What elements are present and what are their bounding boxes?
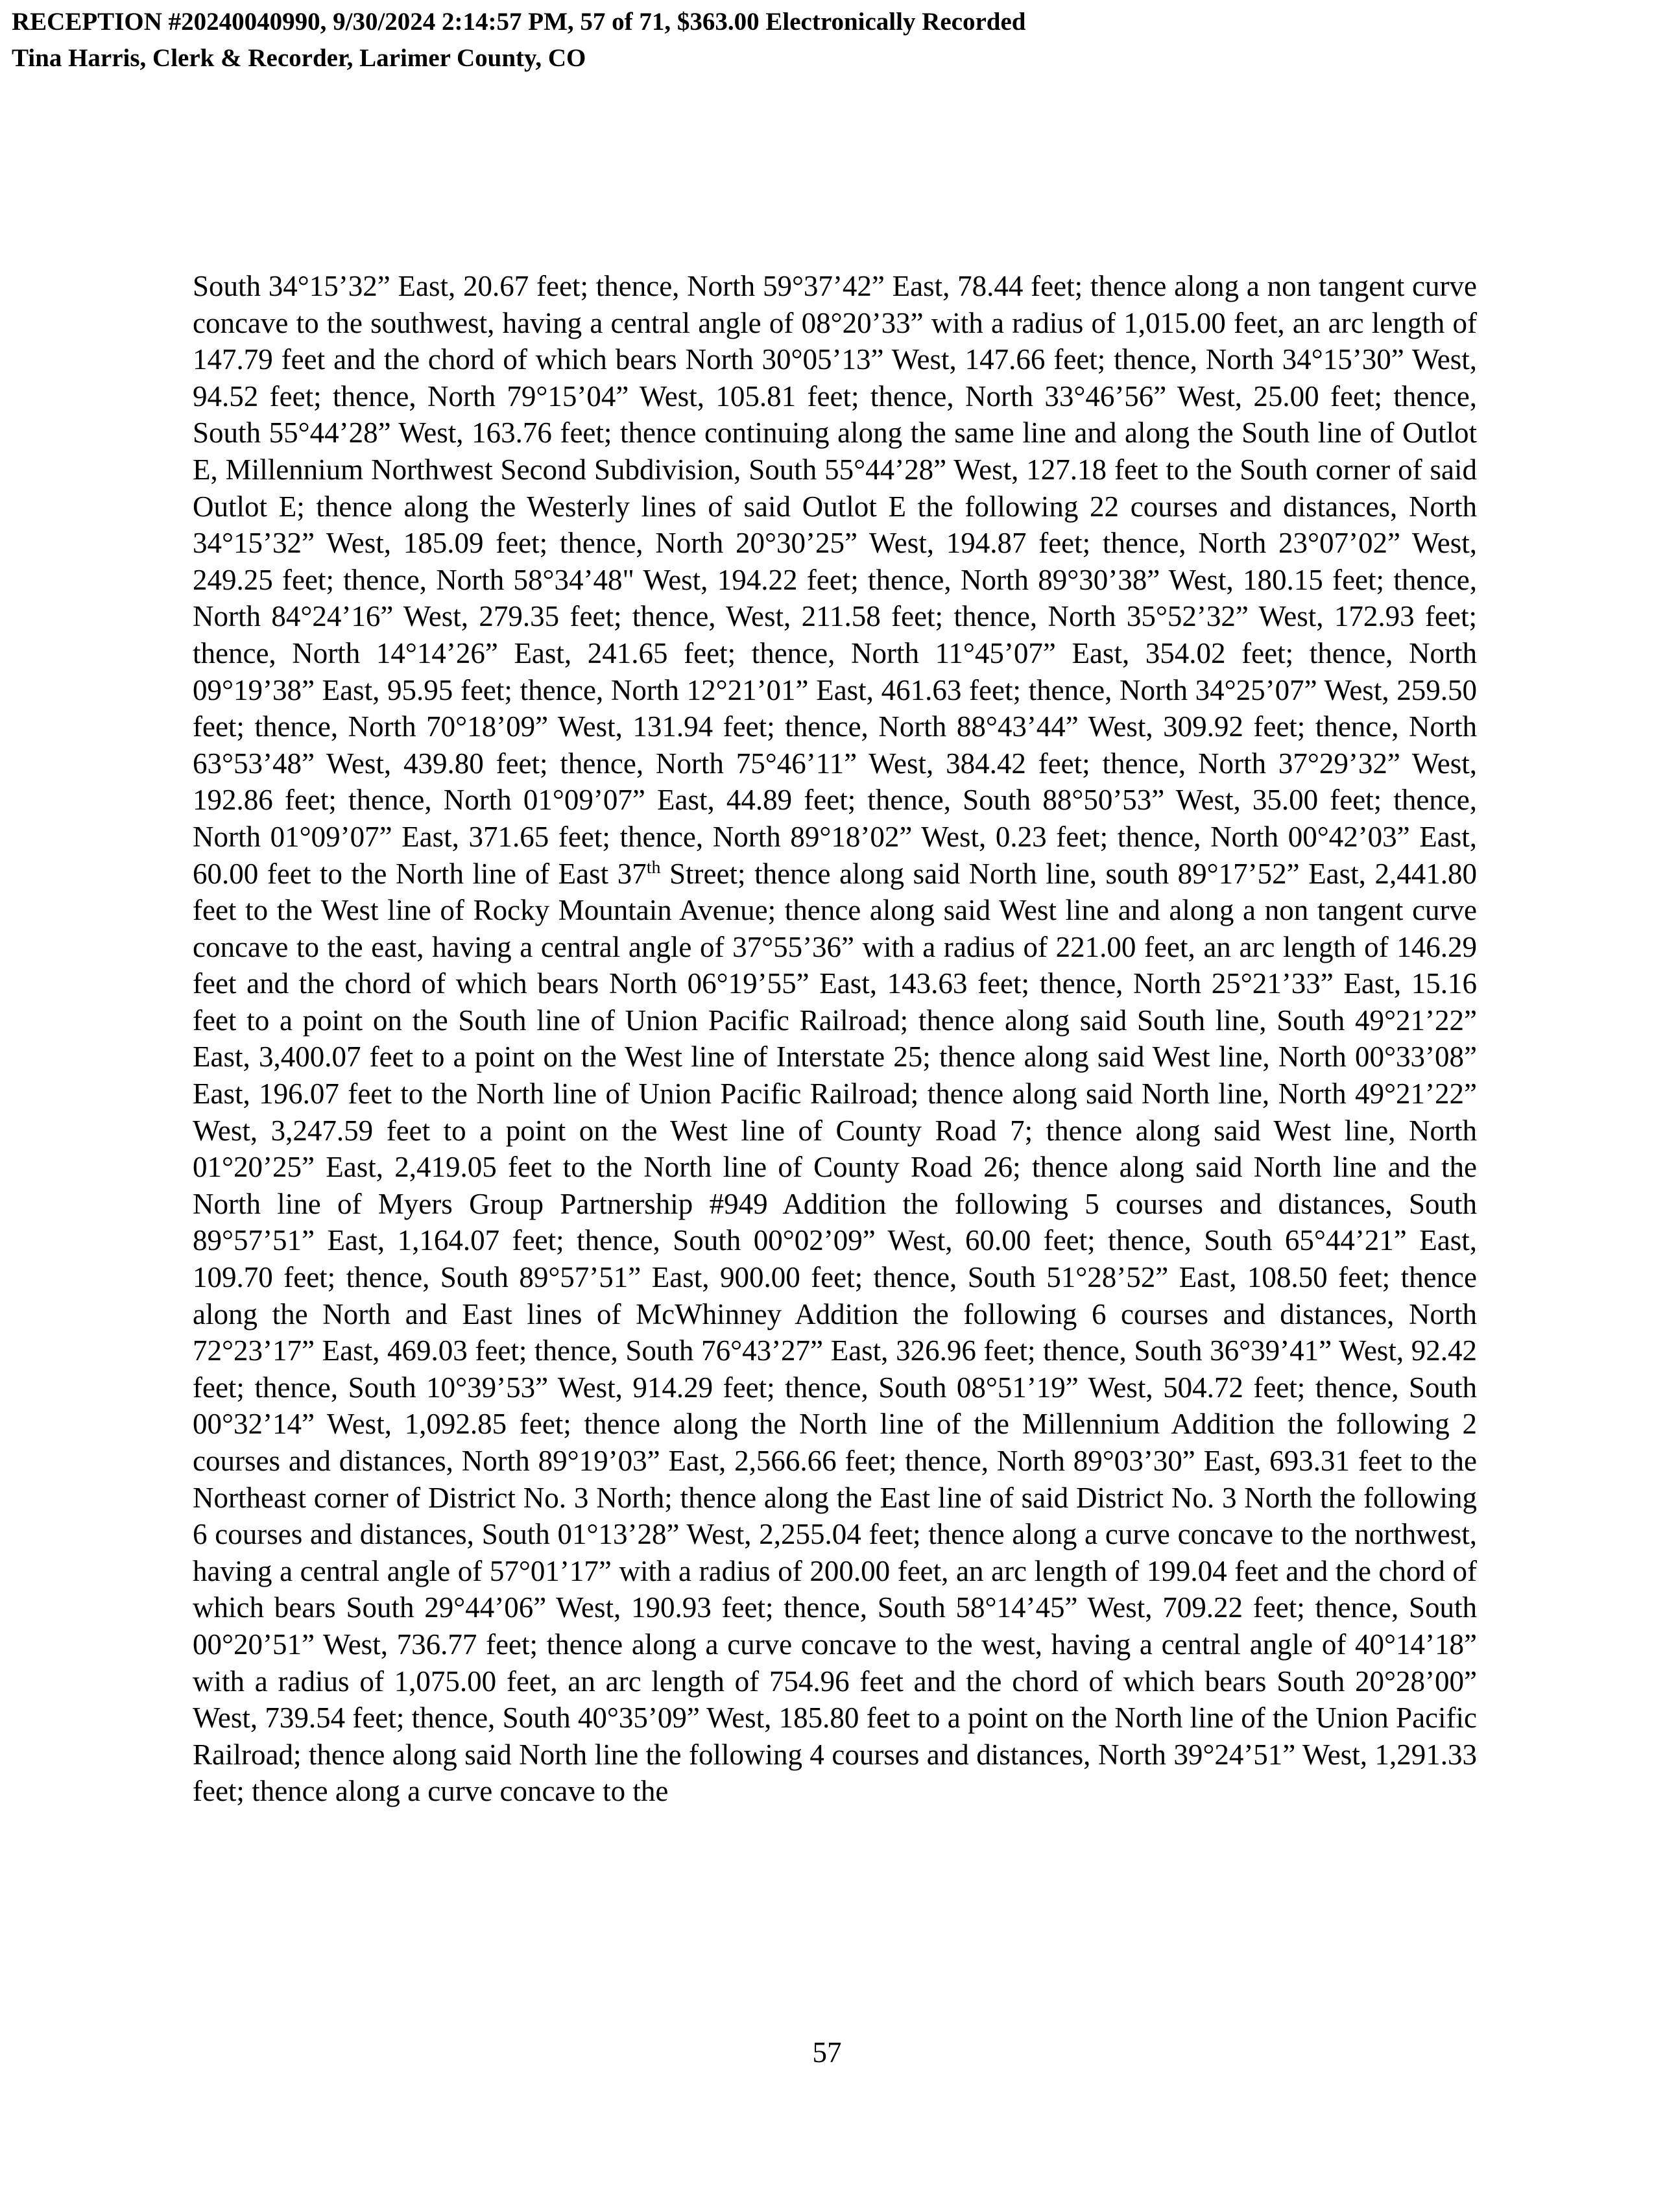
recording-header-line-1: RECEPTION #20240040990, 9/30/2024 2:14:57 PM, 57 of 71, $363.00 Electronically Recorded <box>12 8 1026 36</box>
recording-header-line-2: Tina Harris, Clerk & Recorder, Larimer County, CO <box>12 44 586 72</box>
legal-description-text-part-2: Street; thence along said North line, south 89°17’52” East, 2,441.80 feet to the West line of Rocky Mountain Avenue; thence along said West line and along a non tangent curve concave to the east, having a central angle of 37°55’36” with a radius of 221.00 feet, an arc length of 146.29 feet and the chord of which bears North 06°19’55” East, 143.63 feet; thence, North 25°21’33” East, 15.16 feet to a point on the South line of Union Pacific Railroad; thence along said South line, South 49°21’22” East, 3,400.07 feet to a point on the West line of Interstate 25; thence along said West line, North 00°33’08” East, 196.07 feet to the North line of Union Pacific Railroad; thence along said North line, North 49°21’22” West, 3,247.59 feet to a point on the West line of County Road 7; thence along said West line, North 01°20’25” East, 2,419.05 feet to the North line of County Road 26; thence along said North line and the North line of Myers Group Partnership #949 Addition the following 5 courses and distances, South 89°57’51” East, 1,164.07 feet; thence, South 00°02’09” West, 60.00 feet; thence, South 65°44’21” East, 109.70 feet; thence, South 89°57’51” East, 900.00 feet; thence, South 51°28’52” East, 108.50 feet; thence along the North and East lines of McWhinney Addition the following 6 courses and distances, North 72°23’17” East, 469.03 feet; thence, South 76°43’27” East, 326.96 feet; thence, South 36°39’41” West, 92.42 feet; thence, South 10°39’53” West, 914.29 feet; thence, South 08°51’19” West, 504.72 feet; thence, South 00°32’14” West, 1,092.85 feet; thence along the North line of the Millennium Addition the following 2 courses and distances, North 89°19’03” East, 2,566.66 feet; thence, North 89°03’30” East, 693.31 feet to the Northeast corner of District No. 3 North; thence along the East line of said District No. 3 North the following 6 courses and distances, South 01°13’28” West, 2,255.04 feet; thence along a curve concave to the northwest, having a central angle of 57°01’17” with a radius of 200.00 feet, an arc length of 199.04 feet and the chord of which bears South 29°44’06” West, 190.93 feet; thence, South 58°14’45” West, 709.22 feet; thence, South 00°20’51” West, 736.77 feet; thence along a curve concave to the west, having a central angle of 40°14’18” with a radius of 1,075.00 feet, an arc length of 754.96 feet and the chord of which bears South 20°28’00” West, 739.54 feet; thence, South 40°35’09” West, 185.80 feet to a point on the North line of the Union Pacific Railroad; thence along said North line the following 4 courses and distances, North 39°24’51” West, 1,291.33 feet; thence along a curve concave to the <box>193 857 1477 1808</box>
legal-description-text-part-1: South 34°15’32” East, 20.67 feet; thence, North 59°37’42” East, 78.44 feet; thence along a non tangent curve concave to the southwest, having a central angle of 08°20’33” with a radius of 1,015.00 feet, an arc length of 147.79 feet and the chord of which bears North 30°05’13” West, 147.66 feet; thence, North 34°15’30” West, 94.52 feet; thence, North 79°15’04” West, 105.81 feet; thence, North 33°46’56” West, 25.00 feet; thence, South 55°44’28” West, 163.76 feet; thence continuing along the same line and along the South line of Outlot E, Millennium Northwest Second Subdivision, South 55°44’28” West, 127.18 feet to the South corner of said Outlot E; thence along the Westerly lines of said Outlot E the following 22 courses and distances, North 34°15’32” West, 185.09 feet; thence, North 20°30’25” West, 194.87 feet; thence, North 23°07’02” West, 249.25 feet; thence, North 58°34’48" West, 194.22 feet; thence, North 89°30’38” West, 180.15 feet; thence, North 84°24’16” West, 279.35 feet; thence, West, 211.58 feet; thence, North 35°52’32” West, 172.93 feet; thence, North 14°14’26” East, 241.65 feet; thence, North 11°45’07” East, 354.02 feet; thence, North 09°19’38” East, 95.95 feet; thence, North 12°21’01” East, 461.63 feet; thence, North 34°25’07” West, 259.50 feet; thence, North 70°18’09” West, 131.94 feet; thence, North 88°43’44” West, 309.92 feet; thence, North 63°53’48” West, 439.80 feet; thence, North 75°46’11” West, 384.42 feet; thence, North 37°29’32” West, 192.86 feet; thence, North 01°09’07” East, 44.89 feet; thence, South 88°50’53” West, 35.00 feet; thence, North 01°09’07” East, 371.65 feet; thence, North 89°18’02” West, 0.23 feet; thence, North 00°42’03” East, 60.00 feet to the North line of East 37 <box>193 270 1477 890</box>
legal-description-paragraph <box>193 268 1477 1810</box>
recording-header <box>12 4 1439 77</box>
page-number: 57 <box>812 2036 842 2069</box>
ordinal-superscript: th <box>646 857 661 878</box>
